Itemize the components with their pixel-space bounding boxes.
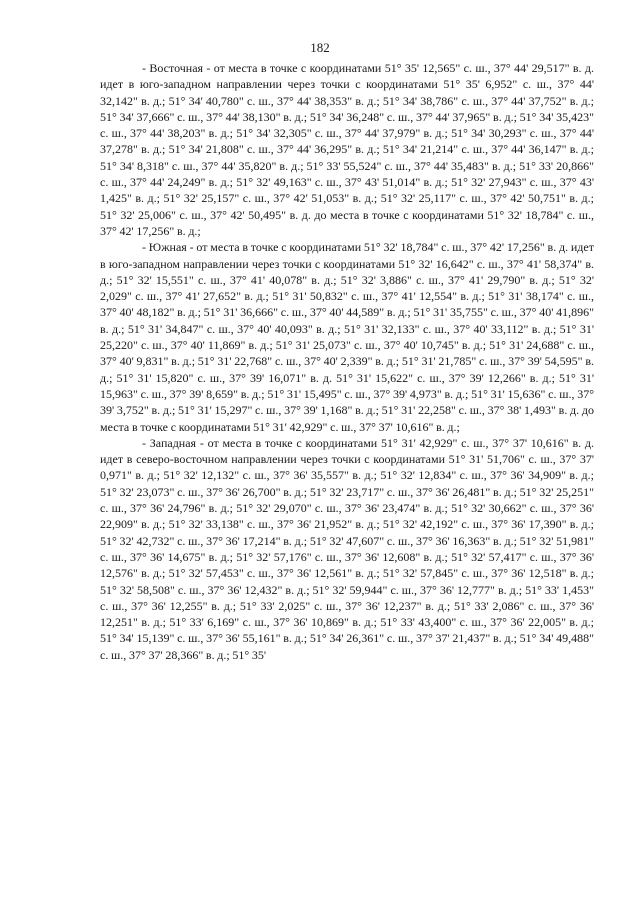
document-body bbox=[100, 60, 594, 663]
boundary-east-paragraph: - Восточная - от места в точке с координатами 51° 35' 12,565" с. ш., 37° 44' 29,517" в. д. идет в юго-западном направлении через точки с координатами 51° 35' 6,952" с. ш., 37° 44' 32,142" в. д.; 51° 34' 40,780" с. ш., 37° 44' 38,353" в. д.; 51° 34' 38,786" с. ш., 37° 44' 37,752" в. д.; 51° 34' 37,666" с. ш., 37° 44' 38,130" в. д.; 51° 34' 36,248" с. ш., 37° 44' 37,965" в. д.; 51° 34' 35,423" с. ш., 37° 44' 38,203" в. д.; 51° 34' 32,305" с. ш., 37° 44' 37,979" в. д.; 51° 34' 30,293" с. ш., 37° 44' 37,278" в. д.; 51° 34' 21,808" с. ш., 37° 44' 36,295" в. д.; 51° 34' 21,214" с. ш., 37° 44' 36,147" в. д.; 51° 34' 8,318" с. ш., 37° 44' 35,820" в. д.; 51° 33' 55,524" с. ш., 37° 44' 35,483" в. д.; 51° 33' 20,866" с. ш., 37° 44' 24,249" в. д.; 51° 32' 49,163" с. ш., 37° 43' 51,014" в. д.; 51° 32' 27,943" с. ш., 37° 43' 1,425" в. д.; 51° 32' 25,157" с. ш., 37° 42' 51,053" в. д.; 51° 32' 25,117" с. ш., 37° 42' 50,751" в. д.; 51° 32' 25,006" с. ш., 37° 42' 50,495" в. д. до места в точке с координатами 51° 32' 18,784" с. ш., 37° 42' 17,256" в. д.; bbox=[100, 61, 594, 238]
boundary-south-paragraph: - Южная - от места в точке с координатами 51° 32' 18,784" с. ш., 37° 42' 17,256" в. д. идет в юго-западном направлении через точки с координатами 51° 32' 16,642" с. ш., 37° 41' 58,374" в. д.; 51° 32' 15,551" с. ш., 37° 41' 40,078" в. д.; 51° 32' 3,886" с. ш., 37° 41' 29,790" в. д.; 51° 32' 2,029" с. ш., 37° 41' 27,652" в. д.; 51° 31' 50,832" с. ш., 37° 41' 12,554" в. д.; 51° 31' 38,174" с. ш., 37° 40' 48,182" в. д.; 51° 31' 36,666" с. ш., 37° 40' 44,589" в. д.; 51° 31' 35,755" с. ш., 37° 40' 41,896" в. д.; 51° 31' 34,847" с. ш., 37° 40' 40,093" в. д.; 51° 31' 32,133" с. ш., 37° 40' 33,112" в. д.; 51° 31' 25,220" с. ш., 37° 40' 11,869" в. д.; 51° 31' 25,073" с. ш., 37° 40' 10,745" в. д.; 51° 31' 24,688" с. ш., 37° 40' 9,831" в. д.; 51° 31' 22,768" с. ш., 37° 40' 2,339" в. д.; 51° 31' 21,785" с. ш., 37° 39' 54,595" в. д.; 51° 31' 15,820" с. ш., 37° 39' 16,071" в. д. 51° 31' 15,622" с. ш., 37° 39' 12,266" в. д.; 51° 31' 15,963" с. ш., 37° 39' 8,659" в. д.; 51° 31' 15,495" с. ш., 37° 39' 4,973" в. д.; 51° 31' 15,636" с. ш., 37° 39' 3,752" в. д.; 51° 31' 15,297" с. ш., 37° 39' 1,168" в. д.; 51° 31' 22,258" с. ш., 37° 38' 1,493" в. д. до места в точке с координатами 51° 31' 42,929" с. ш., 37° 37' 10,616" в. д.; bbox=[100, 240, 594, 434]
page-number: 182 bbox=[310, 40, 330, 55]
boundary-west-paragraph: - Западная - от места в точке с координатами 51° 31' 42,929" с. ш., 37° 37' 10,616" в. д. идет в северо-восточном направлении через точки с координатами 51° 31' 51,706" с. ш., 37° 37' 0,971" в. д.; 51° 32' 12,132" с. ш., 37° 36' 35,557" в. д.; 51° 32' 12,834" с. ш., 37° 36' 34,909" в. д.; 51° 32' 23,073" с. ш., 37° 36' 26,700" в. д.; 51° 32' 23,717" с. ш., 37° 36' 26,481" в. д.; 51° 32' 25,251" с. ш., 37° 36' 24,796" в. д.; 51° 32' 29,070" с. ш., 37° 36' 23,474" в. д.; 51° 32' 30,662" с. ш., 37° 36' 22,909" в. д.; 51° 32' 33,138" с. ш., 37° 36' 21,952" в. д.; 51° 32' 42,192" с. ш., 37° 36' 17,390" в. д.; 51° 32' 42,732" с. ш., 37° 36' 17,214" в. д.; 51° 32' 47,607" с. ш., 37° 36' 16,363" в. д.; 51° 32' 51,981" с. ш., 37° 36' 14,675" в. д.; 51° 32' 57,176" с. ш., 37° 36' 12,608" в. д.; 51° 32' 57,417" с. ш., 37° 36' 12,576" в. д.; 51° 32' 57,453" с. ш., 37° 36' 12,561" в. д.; 51° 32' 57,845" с. ш., 37° 36' 12,518" в. д.; 51° 32' 58,508" с. ш., 37° 36' 12,432" в. д.; 51° 32' 59,944" с. ш., 37° 36' 12,777" в. д.; 51° 33' 1,453" с. ш., 37° 36' 12,255" в. д.; 51° 33' 2,025" с. ш., 37° 36' 12,237" в. д.; 51° 33' 2,086" с. ш., 37° 36' 12,251" в. д.; 51° 33' 6,169" с. ш., 37° 36' 10,869" в. д.; 51° 33' 43,400" с. ш., 37° 36' 22,005" в. д.; 51° 34' 15,139" с. ш., 37° 36' 55,161" в. д.; 51° 34' 26,361" с. ш., 37° 37' 21,437" в. д.; 51° 34' 49,488" с. ш., 37° 37' 28,366" в. д.; 51° 35' bbox=[100, 435, 594, 662]
